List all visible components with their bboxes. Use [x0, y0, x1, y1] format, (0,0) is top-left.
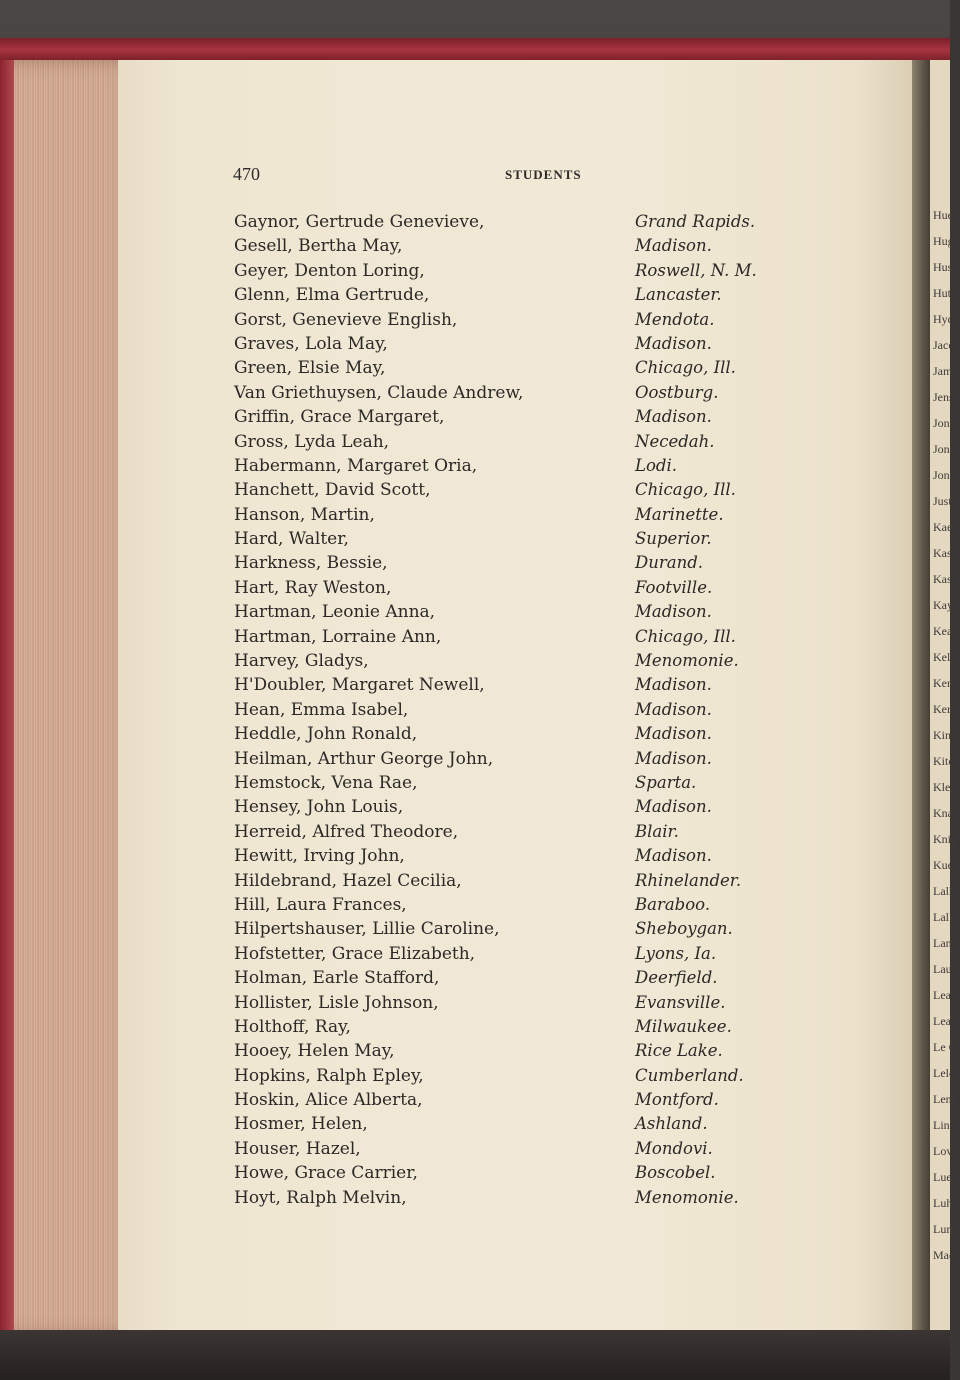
student-name: Hart, Ray Weston,	[234, 577, 392, 598]
page-edges	[0, 60, 130, 1335]
student-name: Geyer, Denton Loring,	[234, 260, 425, 281]
facing-page-fragment: Le C	[933, 1040, 957, 1054]
student-hometown: Chicago, Ill.	[635, 480, 736, 500]
student-name: H'Doubler, Margaret Newell,	[234, 675, 485, 696]
list-item	[234, 795, 794, 819]
facing-page-fragment: Jaco	[933, 338, 955, 352]
list-item	[234, 1039, 794, 1063]
student-name: Harvey, Gladys,	[234, 651, 369, 672]
student-name: Hoyt, Ralph Melvin,	[234, 1187, 407, 1208]
student-name: Herreid, Alfred Theodore,	[234, 821, 459, 842]
student-hometown: Deerfield.	[635, 968, 718, 988]
facing-page-fragment: Luec	[933, 1170, 957, 1184]
facing-page-fragment: Kasi	[933, 546, 955, 560]
facing-page-fragment: Kay	[933, 598, 953, 612]
page-number: 470	[233, 164, 260, 184]
list-item	[234, 698, 794, 722]
student-hometown: Madison.	[635, 724, 712, 744]
student-name: Hartman, Leonie Anna,	[234, 602, 436, 623]
book-gutter	[912, 60, 932, 1335]
list-item	[234, 527, 794, 551]
list-item	[234, 649, 794, 673]
facing-page-fragment: Jone	[933, 468, 955, 482]
list-item	[234, 966, 794, 990]
facing-page-fragment: Hut	[933, 286, 951, 300]
list-item	[234, 673, 794, 697]
facing-page-fragment: Kasi	[933, 572, 955, 586]
student-hometown: Mendota.	[635, 309, 715, 329]
student-hometown: Rice Lake.	[635, 1041, 723, 1061]
list-item	[234, 942, 794, 966]
facing-page-fragment: Jam	[933, 364, 953, 378]
student-hometown: Chicago, Ill.	[635, 358, 736, 378]
facing-page-fragment: Love	[933, 1144, 958, 1158]
facing-page-fragment: Laue	[933, 962, 957, 976]
student-hometown: Montford.	[635, 1090, 719, 1110]
student-name: Glenn, Elma Gertrude,	[234, 285, 430, 306]
facing-page-fragment: Knig	[933, 832, 957, 846]
student-name: Gesell, Bertha May,	[234, 236, 403, 257]
student-name: Van Griethuysen, Claude Andrew,	[234, 382, 524, 403]
student-name: Hoskin, Alice Alberta,	[234, 1090, 423, 1111]
list-item	[234, 210, 794, 234]
student-hometown: Footville.	[635, 577, 713, 597]
student-name: Holman, Earle Stafford,	[234, 968, 440, 989]
facing-page-fragment: Kueh	[933, 858, 959, 872]
list-item	[234, 356, 794, 380]
student-name: Hooey, Helen May,	[234, 1041, 395, 1062]
student-hometown: Chicago, Ill.	[635, 626, 736, 646]
list-item	[234, 503, 794, 527]
list-item	[234, 844, 794, 868]
facing-page-fragment: Jone	[933, 416, 955, 430]
student-name: Gorst, Genevieve English,	[234, 309, 458, 330]
list-item	[234, 722, 794, 746]
facing-page-fragment: Lalh	[933, 884, 955, 898]
list-item	[234, 551, 794, 575]
list-item	[234, 747, 794, 771]
facing-page-fragment: Lelc	[933, 1066, 955, 1080]
student-hometown: Sheboygan.	[635, 919, 733, 939]
student-name: Harkness, Bessie,	[234, 553, 388, 574]
list-item	[234, 869, 794, 893]
facing-page-fragment: Lins	[933, 1118, 955, 1132]
list-item	[234, 1161, 794, 1185]
student-hometown: Madison.	[635, 797, 712, 817]
student-name: Hanson, Martin,	[234, 504, 375, 525]
facing-page-fragment: Kell	[933, 650, 954, 664]
list-item	[234, 454, 794, 478]
page-header	[233, 164, 633, 188]
list-item	[234, 991, 794, 1015]
student-name: Heddle, John Ronald,	[234, 724, 418, 745]
list-item	[234, 259, 794, 283]
list-item	[234, 478, 794, 502]
facing-page-fragment: Hug	[933, 234, 954, 248]
student-name: Griffin, Grace Margaret,	[234, 407, 445, 428]
facing-page-fragment: Jens	[933, 390, 954, 404]
student-name: Green, Elsie May,	[234, 358, 386, 379]
student-hometown: Menomonie.	[635, 651, 739, 671]
student-hometown: Oostburg.	[635, 382, 719, 402]
list-item	[234, 405, 794, 429]
facing-page-fragment: Lea,	[933, 988, 954, 1002]
facing-page-fragment: Lalk	[933, 910, 955, 924]
facing-page-fragment: Luhr	[933, 1196, 957, 1210]
list-item	[234, 332, 794, 356]
student-hometown: Lancaster.	[635, 285, 722, 305]
list-item	[234, 234, 794, 258]
facing-page-edge	[930, 60, 960, 1335]
facing-page-fragment: Kerr	[933, 702, 955, 716]
list-item	[234, 430, 794, 454]
student-hometown: Superior.	[635, 529, 712, 549]
facing-page-fragment: Kitc	[933, 754, 954, 768]
student-hometown: Baraboo.	[635, 894, 711, 914]
student-name: Hewitt, Irving John,	[234, 846, 405, 867]
list-item	[234, 820, 794, 844]
student-hometown: Roswell, N. M.	[635, 260, 757, 280]
facing-page-fragments	[933, 202, 960, 1268]
student-name: Hilpertshauser, Lillie Caroline,	[234, 919, 500, 940]
student-hometown: Sparta.	[635, 772, 697, 792]
list-item	[234, 308, 794, 332]
student-name: Gaynor, Gertrude Genevieve,	[234, 212, 485, 232]
student-hometown: Durand.	[635, 553, 704, 573]
student-hometown: Mondovi.	[635, 1138, 713, 1158]
student-hometown: Cumberland.	[635, 1065, 744, 1085]
student-name: Hollister, Lisle Johnson,	[234, 992, 439, 1013]
facing-page-fragment: Knap	[933, 806, 959, 820]
facing-page-fragment: Hyd	[933, 312, 954, 326]
facing-page-fragment: Kae	[933, 520, 953, 534]
student-hometown: Madison.	[635, 407, 712, 427]
student-name: Gross, Lyda Leah,	[234, 431, 390, 452]
list-item	[234, 1112, 794, 1136]
student-hometown: Madison.	[635, 675, 712, 695]
student-name: Hopkins, Ralph Epley,	[234, 1065, 424, 1086]
student-hometown: Marinette.	[635, 504, 724, 524]
student-hometown: Madison.	[635, 748, 712, 768]
student-name: Heilman, Arthur George John,	[234, 748, 494, 769]
facing-page-fragment: Ken	[933, 676, 953, 690]
student-name: Holthoff, Ray,	[234, 1016, 351, 1037]
facing-page-fragment: Lang	[933, 936, 958, 950]
student-hometown: Boscobel.	[635, 1163, 716, 1183]
list-item	[234, 576, 794, 600]
list-item	[234, 1186, 794, 1210]
student-name: Howe, Grace Carrier,	[234, 1163, 418, 1184]
student-name: Habermann, Margaret Oria,	[234, 455, 478, 476]
student-hometown: Madison.	[635, 602, 712, 622]
student-hometown: Madison.	[635, 333, 712, 353]
list-item	[234, 1064, 794, 1088]
student-hometown: Rhinelander.	[635, 870, 742, 890]
facing-page-fragment: Just	[933, 494, 952, 508]
list-item	[234, 917, 794, 941]
student-name: Hensey, John Louis,	[234, 797, 404, 818]
list-item	[234, 381, 794, 405]
student-name: Hean, Emma Isabel,	[234, 699, 409, 720]
facing-page-fragment: Kind	[933, 728, 957, 742]
list-item	[234, 1137, 794, 1161]
list-item	[234, 771, 794, 795]
student-hometown: Madison.	[635, 846, 712, 866]
student-name: Hosmer, Helen,	[234, 1114, 368, 1135]
student-hometown: Necedah.	[635, 431, 715, 451]
facing-page-fragment: Lum	[933, 1222, 956, 1236]
student-name: Hildebrand, Hazel Cecilia,	[234, 870, 462, 891]
student-name: Hofstetter, Grace Elizabeth,	[234, 943, 476, 964]
student-hometown: Madison.	[635, 699, 712, 719]
student-hometown: Evansville.	[635, 992, 726, 1012]
facing-page-fragment: Klei	[933, 780, 954, 794]
student-name: Hill, Laura Frances,	[234, 894, 407, 915]
student-hometown: Grand Rapids.	[635, 212, 756, 231]
student-hometown: Milwaukee.	[635, 1016, 732, 1036]
student-name: Houser, Hazel,	[234, 1138, 361, 1159]
student-hometown: Lodi.	[635, 455, 677, 475]
facing-page-fragment: Hus	[933, 260, 953, 274]
facing-page-fragment: Lent	[933, 1092, 955, 1106]
list-item	[234, 283, 794, 307]
facing-page-fragment: Jone	[933, 442, 955, 456]
student-name: Hanchett, David Scott,	[234, 480, 431, 501]
student-hometown: Blair.	[635, 821, 679, 841]
student-name: Graves, Lola May,	[234, 333, 388, 354]
student-name: Hartman, Lorraine Ann,	[234, 626, 442, 647]
student-hometown: Ashland.	[635, 1114, 708, 1134]
facing-page-fragment: Mach	[933, 1248, 960, 1262]
facing-page-fragment: Leac	[933, 1014, 957, 1028]
list-item	[234, 625, 794, 649]
student-name: Hemstock, Vena Rae,	[234, 772, 418, 793]
list-item	[234, 600, 794, 624]
student-list	[234, 210, 794, 1210]
student-hometown: Madison.	[635, 236, 712, 256]
student-hometown: Lyons, Ia.	[635, 943, 717, 963]
list-item	[234, 893, 794, 917]
running-head: STUDENTS	[505, 167, 582, 182]
facing-page-fragment: Hue	[933, 208, 953, 222]
facing-page-fragment: Kea	[933, 624, 953, 638]
student-name: Hard, Walter,	[234, 529, 349, 550]
bottom-binding	[0, 1330, 950, 1380]
list-item	[234, 1088, 794, 1112]
list-item	[234, 1015, 794, 1039]
student-hometown: Menomonie.	[635, 1187, 739, 1207]
